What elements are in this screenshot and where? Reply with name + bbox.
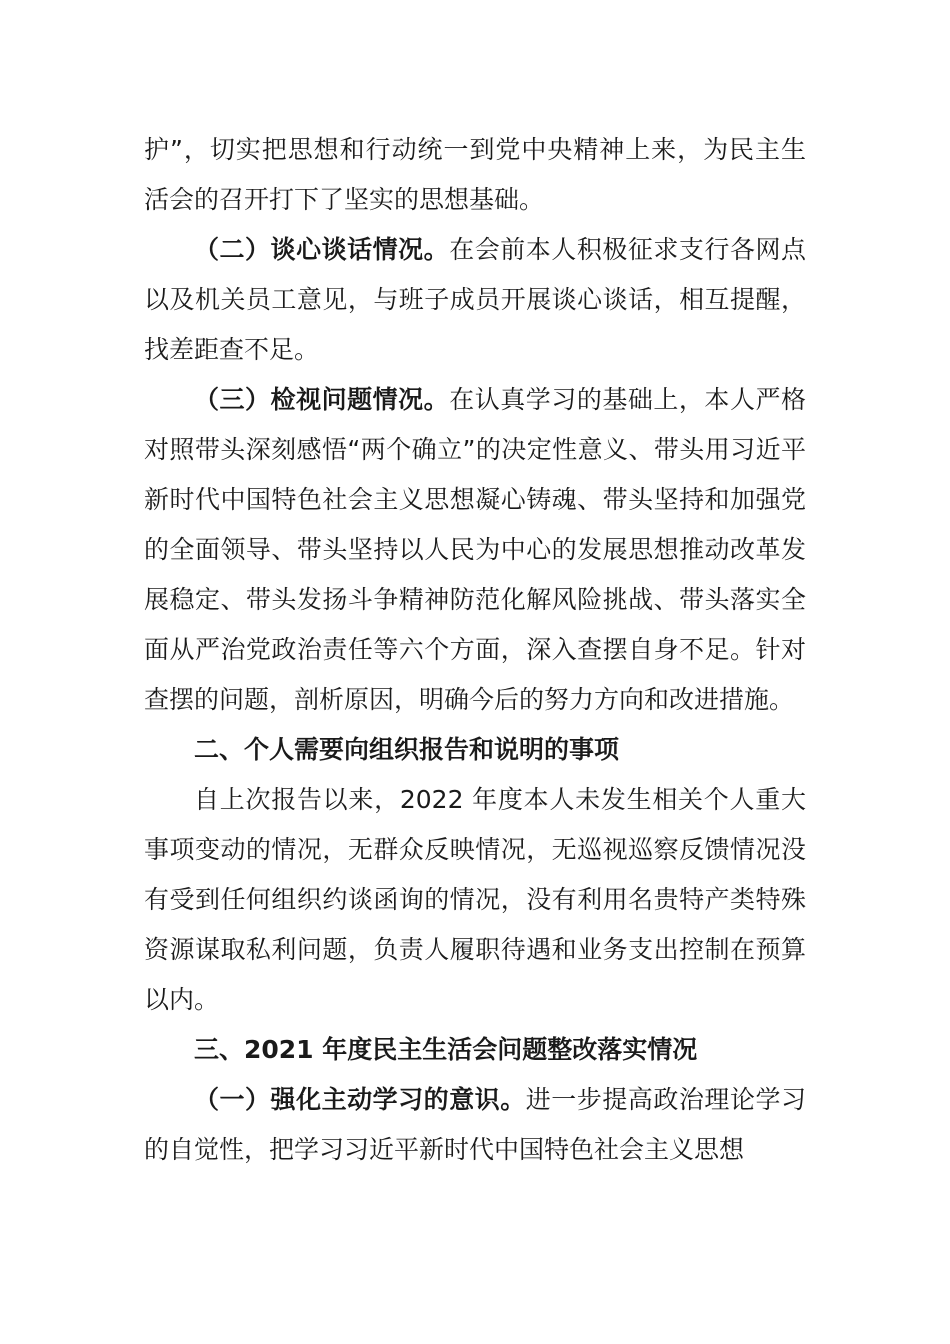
paragraph-continuation xyxy=(144,125,806,225)
paragraph-lead: （一）强化主动学习的意识。 xyxy=(194,1085,526,1114)
paragraph-lead: （三）检视问题情况。 xyxy=(194,385,450,414)
paragraph-review xyxy=(144,375,806,725)
paragraph-text: 自上次报告以来，2022 年度本人未发生相关个人重大事项变动的情况，无群众反映情况，无巡视巡察反馈情况没有受到任何组织约谈函询的情况，没有利用名贵特产类特殊资源谋取私利问题，负责人履职待遇和业务支出控制在预算以内。 xyxy=(144,785,806,1014)
paragraph-text: 护”，切实把思想和行动统一到党中央精神上来，为民主生活会的召开打下了坚实的思想基础。 xyxy=(144,135,806,214)
document-body xyxy=(144,125,806,1175)
section-heading-3: 三、2021 年度民主生活会问题整改落实情况 xyxy=(194,1035,698,1064)
paragraph-report xyxy=(144,775,806,1025)
paragraph-lead: （二）谈心谈话情况。 xyxy=(194,235,450,264)
paragraph-text: 进一步提高政治理论学习的自觉性，把学习习近平新时代中国特色社会主义思想 xyxy=(144,1085,806,1164)
paragraph-text: 在会前本人积极征求支行各网点以及机关员工意见，与班子成员开展谈心谈话，相互提醒，找差距查不足。 xyxy=(144,235,806,364)
section-heading-2: 二、个人需要向组织报告和说明的事项 xyxy=(194,735,620,764)
paragraph-text: 在认真学习的基础上，本人严格对照带头深刻感悟“两个确立”的决定性意义、带头用习近平新时代中国特色社会主义思想凝心铸魂、带头坚持和加强党的全面领导、带头坚持以人民为中心的发展思想推动改革发展稳定、带头发扬斗争精神防范化解风险挑战、带头落实全面从严治党政治责任等六个方面，深入查摆自身不足。针对查摆的问题，剖析原因，明确今后的努力方向和改进措施。 xyxy=(144,385,806,714)
paragraph-talks xyxy=(144,225,806,375)
paragraph-study xyxy=(144,1075,806,1175)
